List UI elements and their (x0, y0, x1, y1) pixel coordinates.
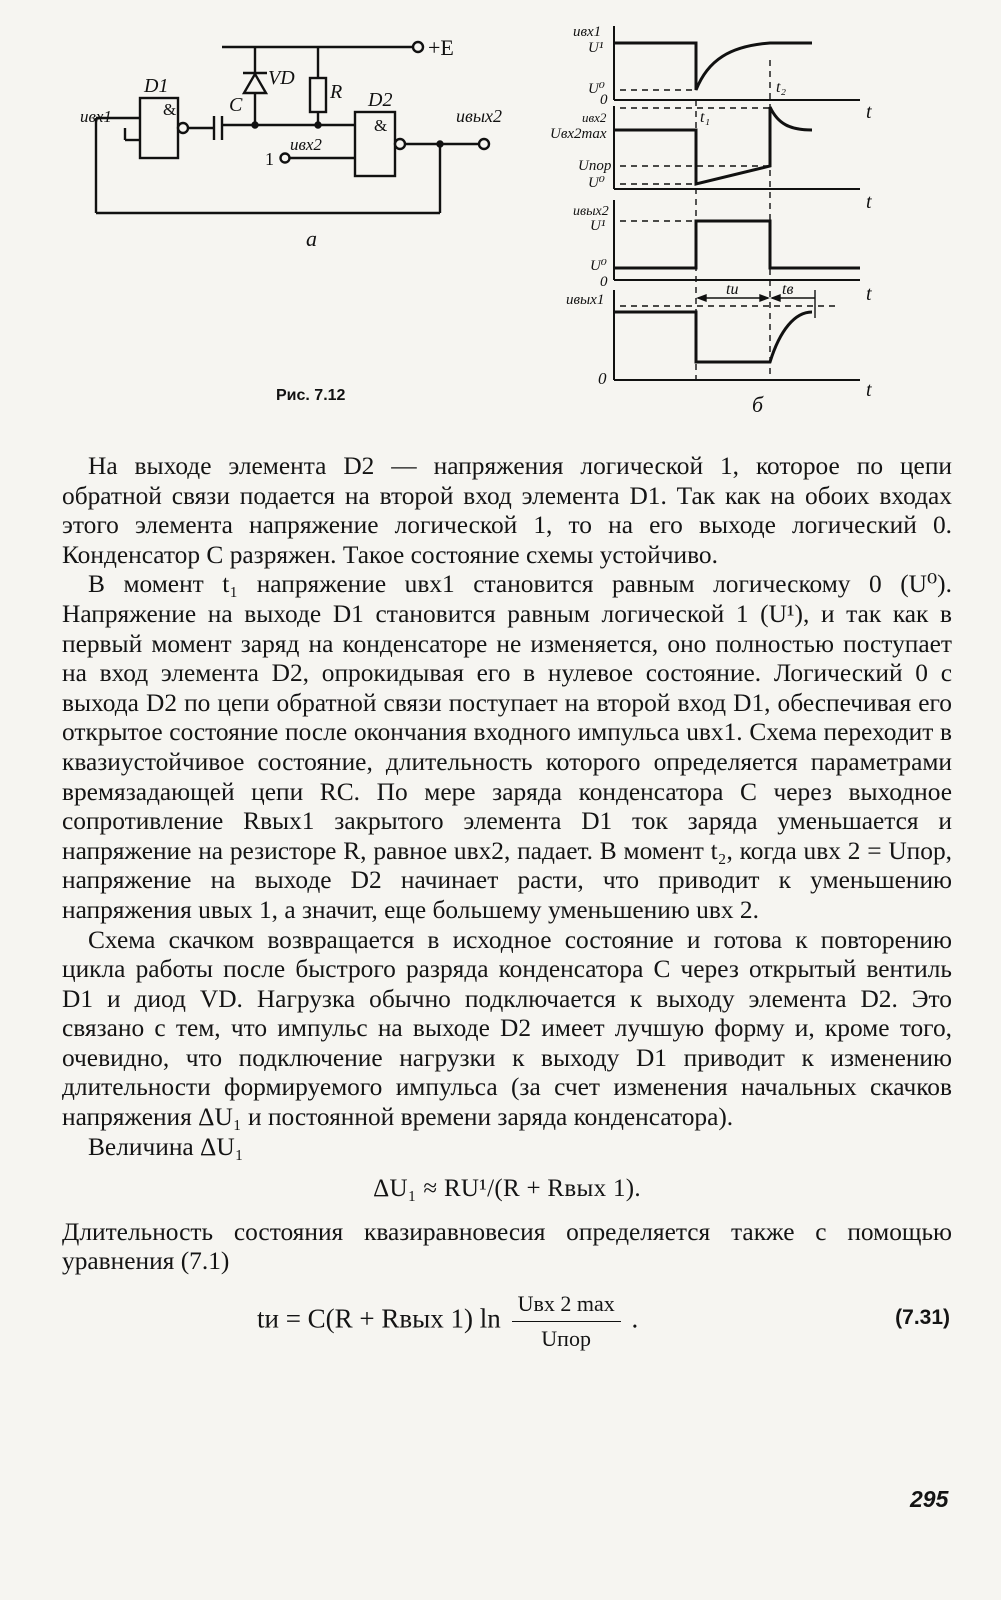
resistor-label: R (330, 81, 343, 103)
paragraph-5: Длительность состояния квазиравновесия определяется также с помощью уравнения (7.1) (62, 1217, 952, 1276)
t1-label: t₁ (700, 109, 711, 126)
u0-label-p1: U⁰ (588, 81, 605, 97)
equation-number: (7.31) (895, 1306, 950, 1330)
page-number: 295 (910, 1486, 949, 1512)
paragraph-4: Величина ΔU₁ (88, 1132, 244, 1161)
output2-label: uвых2 (456, 106, 502, 126)
u0-label-p3: U⁰ (590, 258, 607, 274)
formula-delta-u: ΔU₁ ≈ RU¹/(R + Rвых 1). (373, 1175, 641, 1203)
gate-d2-and: & (374, 116, 388, 135)
t-axis-label-3: t (866, 283, 872, 305)
t2-label: t₂ (776, 79, 787, 96)
paragraph-2: В момент t₁ напряжение uвх1 становится равным логическому 0 (U⁰). Напряжение на выходе D1 становится равным логической 1 (U¹), и так как в первый момент заряд на конденсаторе не изменяется, оно полностью поступает на вход элемента D2, опрокидывая его в нулевое состояние. Логический 0 с выхода D2 по цепи обратной связи поступает на второй вход D1, обеспечивая его открытое состояние после окончания входного импульса uвх1. Схема переходит в квазиустойчивое состояние, длительность которого определяется параметрами времязадающей цепи RC. По мере заряда конденсатора C через выходное сопротивление Rвых1 закрытого элемента D1 ток заряда уменьшается и напряжение на резисторе R, равное uвх2, падает. В момент t₂, когда uвх 2 = Uпор, напряжение на выходе D2 начинает расти, что приводит к уменьшению напряжения uвых 1, а значит, еще большему уменьшению uвх 2. (62, 570, 952, 924)
t-axis-label-4: t (866, 379, 872, 401)
t-axis-label-2: t (866, 191, 872, 213)
uvyx2-label: uвых2 (573, 204, 609, 219)
equation-fraction (512, 1289, 621, 1353)
equation-7-31 (62, 1283, 952, 1359)
zero-label-p4: 0 (598, 369, 607, 388)
fraction-denominator: Uпор (541, 1325, 591, 1351)
figure-7-12 (0, 0, 1001, 430)
uvyx1-label: uвых1 (566, 292, 605, 308)
gate-d1-label: D1 (144, 75, 169, 97)
zero-label-p1: 0 (600, 92, 608, 108)
label-b: б (752, 392, 764, 417)
upor-label: Uпор (578, 158, 612, 174)
uvx2max-label: Uвх2max (550, 126, 607, 142)
uvx2-label: uвх2 (582, 110, 607, 125)
input2-node-label: 1 (265, 149, 274, 169)
equation-body (257, 1289, 638, 1353)
paragraph-3: Схема скачком возвращается в исходное состояние и готова к повторению цикла работы после быстрого разряда конденсатора C через открытый вентиль D1 и диод VD. Нагрузка обычно подключается к выходу элемента D2. Это связано с тем, что импульс на выходе D2 имеет лучшую форму и, кроме того, очевидно, что подключение нагрузки к выходу D1 приводит к изменению длительности формируемого импульса (за счет изменения начальных скачков напряжения ΔU₁ и постоянной времени заряда конденсатора). (62, 925, 952, 1132)
body-text (62, 452, 952, 1359)
input1-label: uвх1 (80, 107, 112, 126)
tu-label: tи (726, 281, 739, 298)
zero-label-p3: 0 (600, 274, 608, 290)
gate-d2-label: D2 (368, 89, 393, 111)
uvx1-label: uвх1 (573, 24, 602, 40)
label-a: а (306, 226, 317, 251)
paragraph-1: На выходе элемента D2 — напряжения логической 1, которое по цепи обратной связи подается на второй вход элемента D1. Так как на обоих входах этого элемента напряжение логической 1, то на его выходе логический 0. Конденсатор C разряжен. Такое состояние схемы устойчиво. (62, 452, 952, 569)
equation-lhs: tи = C(R + Rвых 1) ln (257, 1303, 501, 1334)
u1-label-p1: U¹ (588, 40, 604, 56)
figure-caption: Рис. 7.12 (276, 387, 346, 404)
fraction-numerator: Uвх 2 max (512, 1289, 621, 1322)
t-axis-label-1: t (866, 101, 872, 123)
input2-label: uвх2 (290, 135, 322, 154)
gate-d1-and: & (163, 100, 177, 119)
u0-label-p2: U⁰ (588, 175, 605, 191)
tv-label: tв (782, 281, 794, 298)
equation-tail: . (631, 1303, 639, 1334)
capacitor-label: C (229, 94, 243, 116)
u1-label-p3: U¹ (590, 218, 606, 234)
diode-label: VD (268, 67, 295, 89)
timing-diagram (550, 24, 872, 417)
power-label: +E (428, 35, 454, 60)
